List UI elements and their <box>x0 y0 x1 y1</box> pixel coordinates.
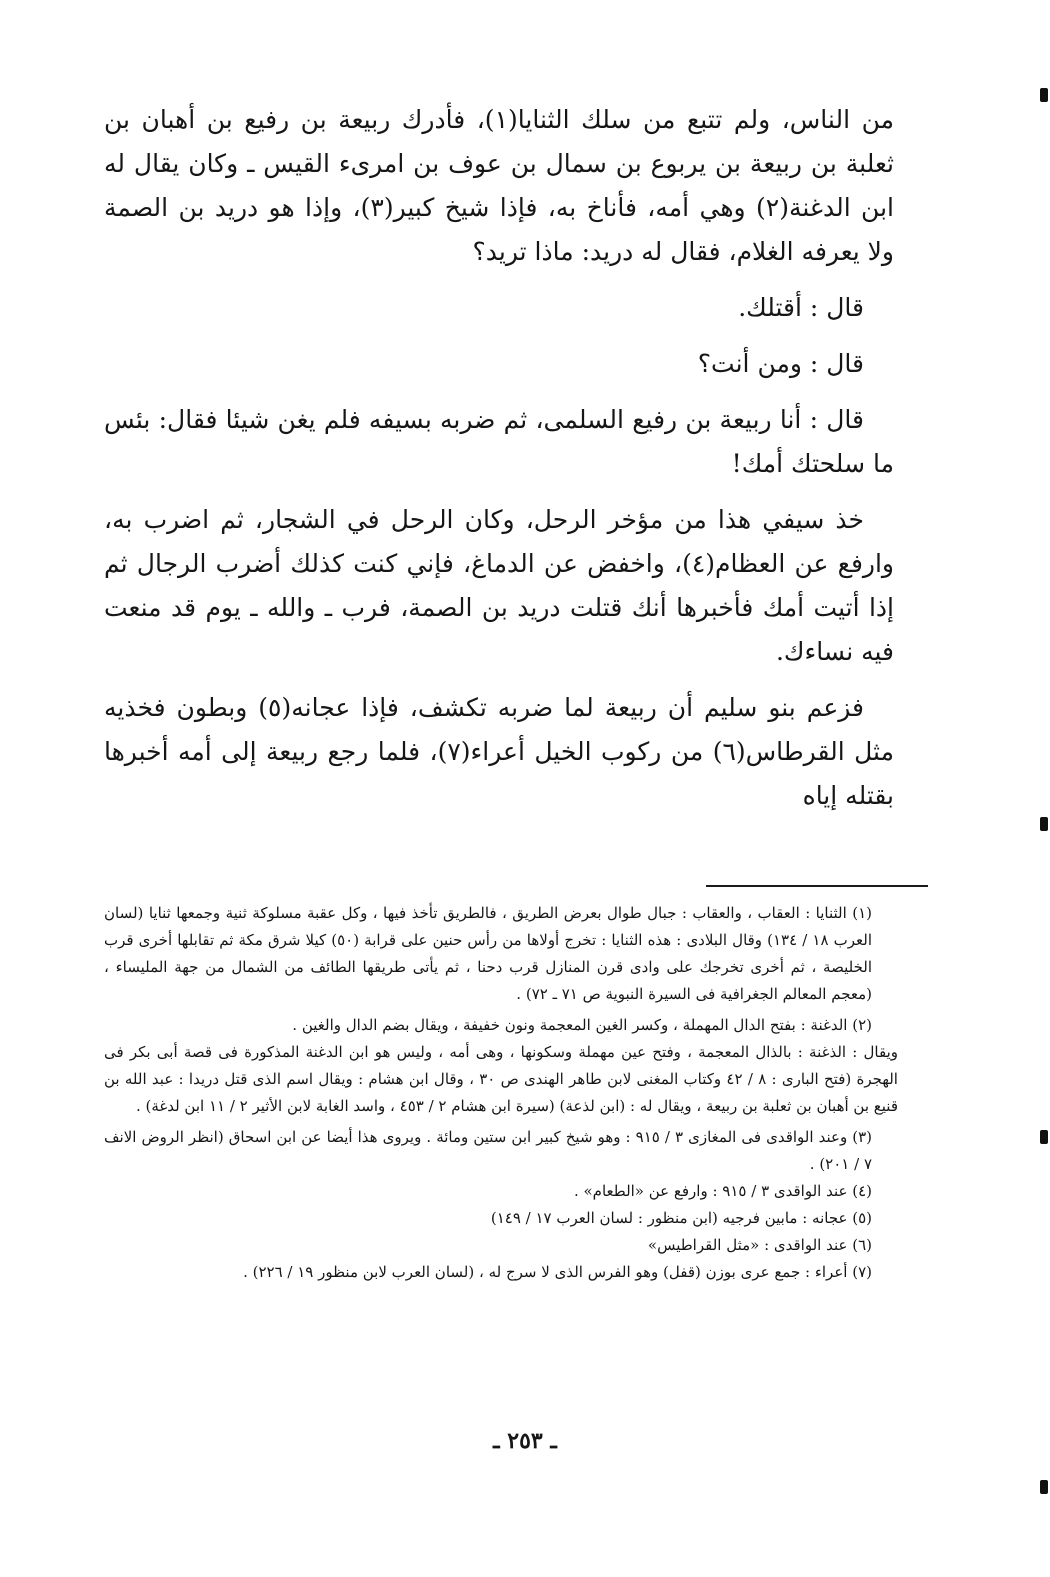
footnote-2: (٢) الدغنة : بفتح الدال المهملة ، وكسر الغين المعجمة ونون خفيفة ، ويقال بضم الدال والغين . <box>292 1016 872 1034</box>
edge-mark <box>1040 817 1048 831</box>
footnote-2-continued: ويقال : الذغنة : بالذال المعجمة ، وفتح عين مهملة وسكونها ، وهى أمه ، وليس هو ابن الدغنة المذكورة فى قصة أبى بكر فى الهجرة (فتح البارى : ٨ / ٤٢ وكتاب المغنى لابن طاهر الهندى ص ٣٠ ، وقال ابن هشام : ويقال اسم الذى قتل دريدا : عبد الله بن قنيع بن أهبان بن ثعلبة بن ربيعة ، ويقال له : (ابن لذعة) (سيرة ابن هشام ٢ / ٤٥٣ ، واسد الغابة لابن الأثير ٢ / ١١ ابن لدغة) . <box>104 1043 898 1115</box>
page-number: ـ ٢٥٣ ـ <box>493 1428 557 1454</box>
footnote-3: (٣) وعند الواقدى فى المغازى ٣ / ٩١٥ : وهو شيخ كبير ابن ستين ومائة . ويروى هذا أيضا عن ابن اسحاق (انظر الروض الانف ٧ / ٢٠١) . <box>104 1128 873 1173</box>
dialogue-line-1: قال : أقتلك. <box>738 293 864 322</box>
main-text <box>104 98 894 818</box>
footnote-1: (١) الثنايا : العقاب ، والعقاب : جبال طوال بعرض الطريق ، فالطريق تأخذ فيها ، وكل عقبة مسلوكة ثنية وجمعها ثنايا (لسان العرب ١٨ / ١٣٤) وقال البلادى : هذه الثنايا : تخرج أولاها من رأس حنين على قرابة (٥٠) كيلا شرق مكة ثم تقابلها أخرى قرب الخليصة ، ثم أخرى تخرجك على وادى قرن المنازل قرب دحنا ، ثم يأتى طريقها الطائف من الشمال من جهة المليساء ، (معجم المعالم الجغرافية فى السيرة النبوية ص ٧١ ـ ٧٢) . <box>104 904 872 1003</box>
footnote-7: (٧) أعراء : جمع عرى بوزن (قفل) وهو الفرس الذى لا سرج له ، (لسان العرب لابن منظور ١٩ / ٢٢٦) . <box>243 1263 872 1281</box>
paragraph-5: خذ سيفي هذا من مؤخر الرحل، وكان الرحل في الشجار، ثم اضرب به، وارفع عن العظام(٤)، واخفض عن الدماغ، فإني كنت كذلك أضرب الرجال ثم إذا أتيت أمك فأخبرها أنك قتلت دريد بن الصمة، فرب ـ والله ـ يوم قد منعت فيه نساءك. <box>104 505 894 666</box>
footnote-4: (٤) عند الواقدى ٣ / ٩١٥ : وارفع عن «الطعام» . <box>573 1182 872 1200</box>
edge-mark <box>1040 1130 1048 1144</box>
edge-mark <box>1040 1480 1048 1494</box>
footnotes <box>104 900 898 1286</box>
paragraph-6: فزعم بنو سليم أن ربيعة لما ضربه تكشف، فإذا عجانه(٥) وبطون فخذيه مثل القرطاس(٦) من ركوب الخيل أعراء(٧)، فلما رجع ربيعة إلى أمه أخبرها بقتله إياه <box>104 693 894 810</box>
dialogue-line-2: قال : ومن أنت؟ <box>697 349 864 378</box>
footnote-5: (٥) عجانه : مابين فرجيه (ابن منظور : لسان العرب ١٧ / ١٤٩) <box>490 1209 872 1227</box>
footnote-6: (٦) عند الواقدى : «مثل القراطيس» <box>647 1236 872 1254</box>
paragraph-1: من الناس، ولم تتبع من سلك الثنايا(١)، فأدرك ربيعة بن رفيع بن أهبان بن ثعلبة بن ربيعة بن يربوع بن سمال بن عوف بن امرىء القيس ـ وكان يقال له ابن الدغنة(٢) وهي أمه، فأناخ به، فإذا شيخ كبير(٣)، وإذا هو دريد بن الصمة ولا يعرفه الغلام، فقال له دريد: ماذا تريد؟ <box>104 105 895 266</box>
paragraph-4: قال : أنا ربيعة بن رفيع السلمى، ثم ضربه بسيفه فلم يغن شيئا فقال: بئس ما سلحتك أمك! <box>104 405 894 478</box>
edge-mark <box>1040 88 1048 102</box>
footnote-separator <box>706 885 928 887</box>
